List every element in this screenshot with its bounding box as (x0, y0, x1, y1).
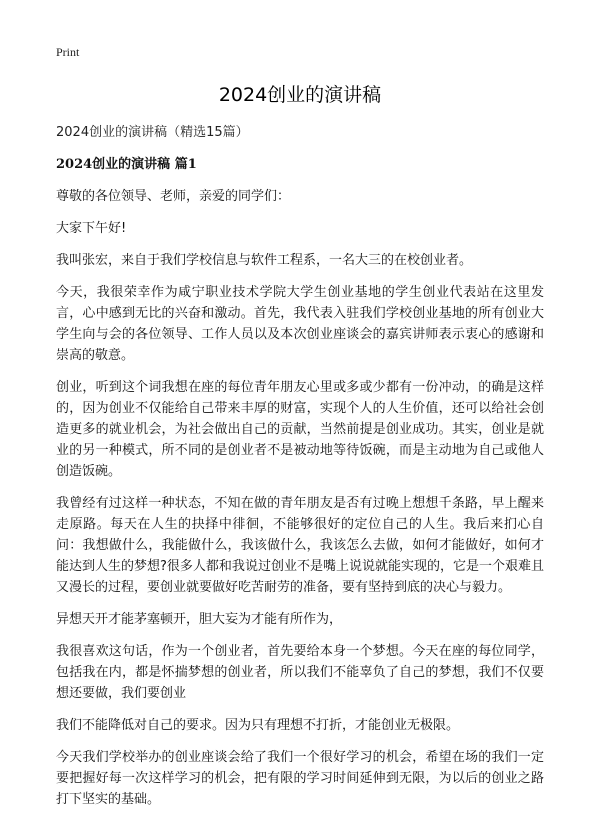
paragraph-hello: 大家下午好! (56, 221, 127, 236)
paragraph-greeting: 尊敬的各位领导、老师，亲爱的同学们： (56, 189, 291, 204)
paragraph-dream: 我很喜欢这句话，作为一个创业者，首先要给本身一个梦想。今天在座的每位同学，包括我在内，都是怀揣梦想的创业者，所以我们不能辜负了自己的梦想，我们不仅要想还要做，我们要创业 (56, 644, 544, 701)
paragraph-entrepreneurship: 创业，听到这个词我想在座的每位青年朋友心里或多或少都有一份冲动，的确是这样的，因为创业不仅能给自己带来丰厚的财富，实现个人的人生价值，还可以给社会创造更多的就业机会，为社会做出自己的贡献，当然前提是创业成功。其实，创业是就业的另一种模式，所不同的是创业者不是被动地等待饭碗，而是主动地为自己或他人创造饭碗。 (56, 380, 544, 479)
paragraph-opportunity: 今天我们学校举办的创业座谈会给了我们一个很好学习的机会，希望在场的我们一定要把握好每一次这样学习的机会，把有限的学习时间延伸到无限，为以后的创业之路打下坚实的基础。 (56, 750, 544, 807)
section-heading: 2024创业的演讲稿 篇1 (56, 157, 197, 172)
document-subtitle: 2024创业的演讲稿（精选15篇） (56, 125, 249, 140)
page-title: 2024创业的演讲稿 (218, 84, 382, 106)
paragraph-intro: 我叫张宏，来自于我们学校信息与软件工程系，一名大三的在校创业者。 (56, 253, 473, 268)
document-body (56, 122, 544, 821)
paragraph-quote: 异想天开才能茅塞顿开，胆大妄为才能有所作为， (56, 612, 343, 627)
print-label[interactable]: Print (56, 45, 80, 59)
paragraph-reflection: 我曾经有过这样一种状态，不知在做的青年朋友是否有过晚上想想千条路，早上醒来走原路。每天在人生的抉择中徘徊，不能够很好的定位自己的人生。我后来扪心自问：我想做什么，我能做什么，我该做什么，我该怎么去做，如何才能做好，如何才能达到人生的梦想?很多人都和我说过创业不是嘴上说说就能实现的，它是一个艰难且又漫长的过程，要创业就要做好吃苦耐劳的准备，要有坚持到底的决心与毅力。 (56, 496, 544, 595)
paragraph-honor: 今天，我很荣幸作为咸宁职业技术学院大学生创业基地的学生创业代表站在这里发言，心中感到无比的兴奋和激动。首先，我代表入驻我们学校创业基地的所有创业大学生向与会的各位领导、工作人员以及本次创业座谈会的嘉宾讲师表示衷心的感谢和崇高的敬意。 (56, 285, 544, 363)
paragraph-requirement: 我们不能降低对自己的要求。因为只有理想不打折，才能创业无极限。 (56, 718, 460, 733)
